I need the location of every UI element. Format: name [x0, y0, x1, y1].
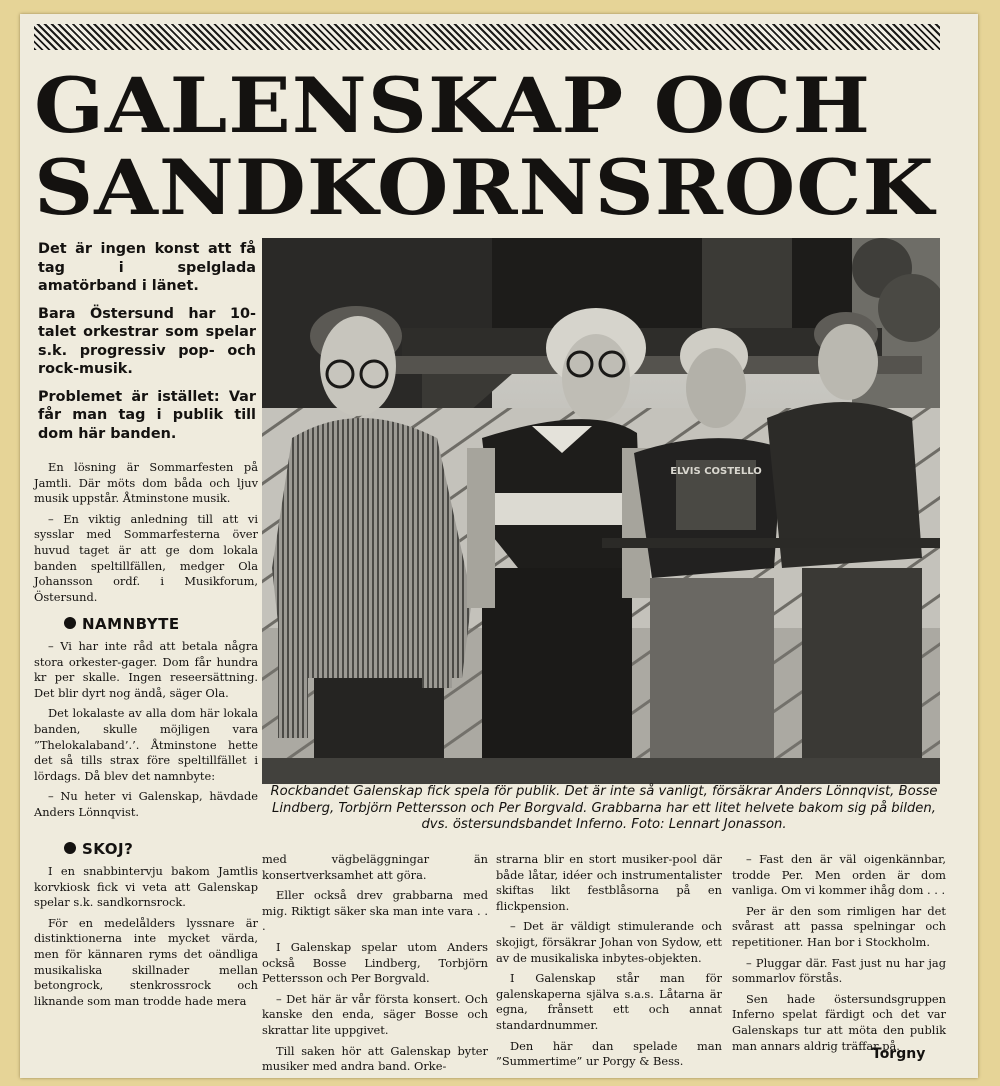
hatched-header-rule — [34, 24, 940, 50]
ingress-paragraph: Bara Östersund har 10-talet orkestrar som spelar s.k. progressiv pop- och rock-musik. — [38, 305, 256, 377]
column-4 — [732, 852, 946, 1059]
subhead-namnbyte — [64, 617, 258, 633]
band-photo — [262, 238, 940, 784]
ingress-paragraph: Det är ingen konst att få tag i spelglada amatörband i länet. — [38, 241, 256, 294]
byline: Torgny — [872, 1046, 926, 1062]
body-paragraph: – Det är väldigt stimulerande och skojigt, försäkrar Johan von Sydow, ett av de musikaliska inbytes-objekten. — [496, 919, 722, 965]
body-paragraph: I Galenskap spelar utom Anders också Bosse Lindberg, Torbjörn Pettersson och Per Borgvald. — [262, 939, 488, 986]
body-paragraph: En lösning är Sommarfesten på Jamtli. Där möts dom båda och ljuv musik uppstår. Åtminstone musik. — [34, 460, 258, 506]
subhead-label: SKOJ? — [82, 840, 134, 859]
photo-caption: Rockbandet Galenskap fick spela för publik. Det är inte så vanligt, försäkrar Anders Lönnqvist, Bosse Lindberg, Torbjörn Pettersson och Per Borgvald. Grabbarna har ett litet helvete bakom sig på bilden, dvs. östersundsbandet Inferno. Foto: Lennart Jonasson. — [270, 784, 938, 832]
body-paragraph: – Pluggar där. Fast just nu har jag sommarlov förstås. — [732, 955, 946, 986]
bullet-icon — [64, 842, 76, 854]
body-paragraph: Till saken hör att Galenskap byter musiker med andra band. Orke- — [262, 1043, 488, 1074]
headline-line-1: GALENSKAP OCH — [34, 61, 871, 151]
body-paragraph: – Vi har inte råd att betala några stora orkester-gager. Dom får hundra kr per skalle. Ingen reseersättning. Det blir dyrt nog ändå, säger Ola. — [34, 638, 258, 700]
body-paragraph: med vägbeläggningar än konsertverksamhet att göra. — [262, 852, 488, 882]
body-paragraph: För en medelålders lyssnare är distinktionerna inte mycket värda, men för kännaren ryms det oändliga musikaliska skillnader mellan betongrock, stenkrossrock och liknande som man trodde hade mera — [34, 915, 258, 1008]
body-paragraph: Eller också drev grabbarna med mig. Riktigt säker ska man inte vara . . . — [262, 888, 488, 934]
body-paragraph: Sen hade östersundsgruppen Inferno spelat färdigt och det var Galenskaps tur att möta den publik man annars aldrig träffar på. — [732, 991, 946, 1053]
body-paragraph: – Fast den är väl oigenkännbar, trodde Per. Men orden är dom vanliga. Om vi kommer ihåg dom . . . — [732, 852, 946, 898]
left-column — [34, 460, 258, 1014]
body-paragraph: – En viktig anledning till att vi sysslar med Sommarfesterna över huvud taget är att ge dom lokala banden speltillfällen, medger Ola Johansson ordf. i Musikforum, Östersund. — [34, 511, 258, 604]
bullet-icon — [64, 617, 76, 629]
body-paragraph: strarna blir en stort musiker-pool där både låtar, idéer och instrumentalister skiftas likt festblåsorna på en flickpension. — [496, 852, 722, 913]
subhead-label: NAMNBYTE — [82, 615, 180, 634]
column-3 — [496, 852, 722, 1075]
headline-line-2: SANDKORNSROCK — [34, 143, 935, 233]
body-paragraph: Det lokalaste av alla dom här lokala banden, skulle möjligen vara ”Thelokalaband’.’. Åtminstone hette det så tills strax före speltillfället i lördags. Då blev det namnbyte: — [34, 706, 258, 783]
body-paragraph: I Galenskap står man för galenskaperna själva s.a.s. Låtarna är egna, frånsett ett och annat standardnummer. — [496, 971, 722, 1032]
body-paragraph: – Nu heter vi Galenskap, hävdade Anders Lönnqvist. — [34, 789, 258, 819]
ingress-paragraph: Problemet är istället: Var får man tag i publik till dom här banden. — [38, 388, 256, 442]
shirt-print-text: ELVIS COSTELLO — [670, 466, 762, 477]
column-2 — [262, 852, 488, 1080]
body-paragraph: Den här dan spelade man ”Summertime” ur Porgy & Bess. — [496, 1038, 722, 1069]
subhead-skoj — [64, 842, 258, 858]
body-paragraph: I en snabbintervju bakom Jamtlis korvkiosk fick vi veta att Galenskap spelar s.k. sandkornsrock. — [34, 864, 258, 910]
body-paragraph: Per är den som rimligen har det svårast att passa spelningar och repetitioner. Han bor i Stockholm. — [732, 903, 946, 949]
body-paragraph: – Det här är vår första konsert. Och kanske den enda, säger Bosse och skrattar lite uppgivet. — [262, 991, 488, 1037]
band-photo-illustration — [262, 238, 940, 784]
ingress — [38, 240, 256, 452]
